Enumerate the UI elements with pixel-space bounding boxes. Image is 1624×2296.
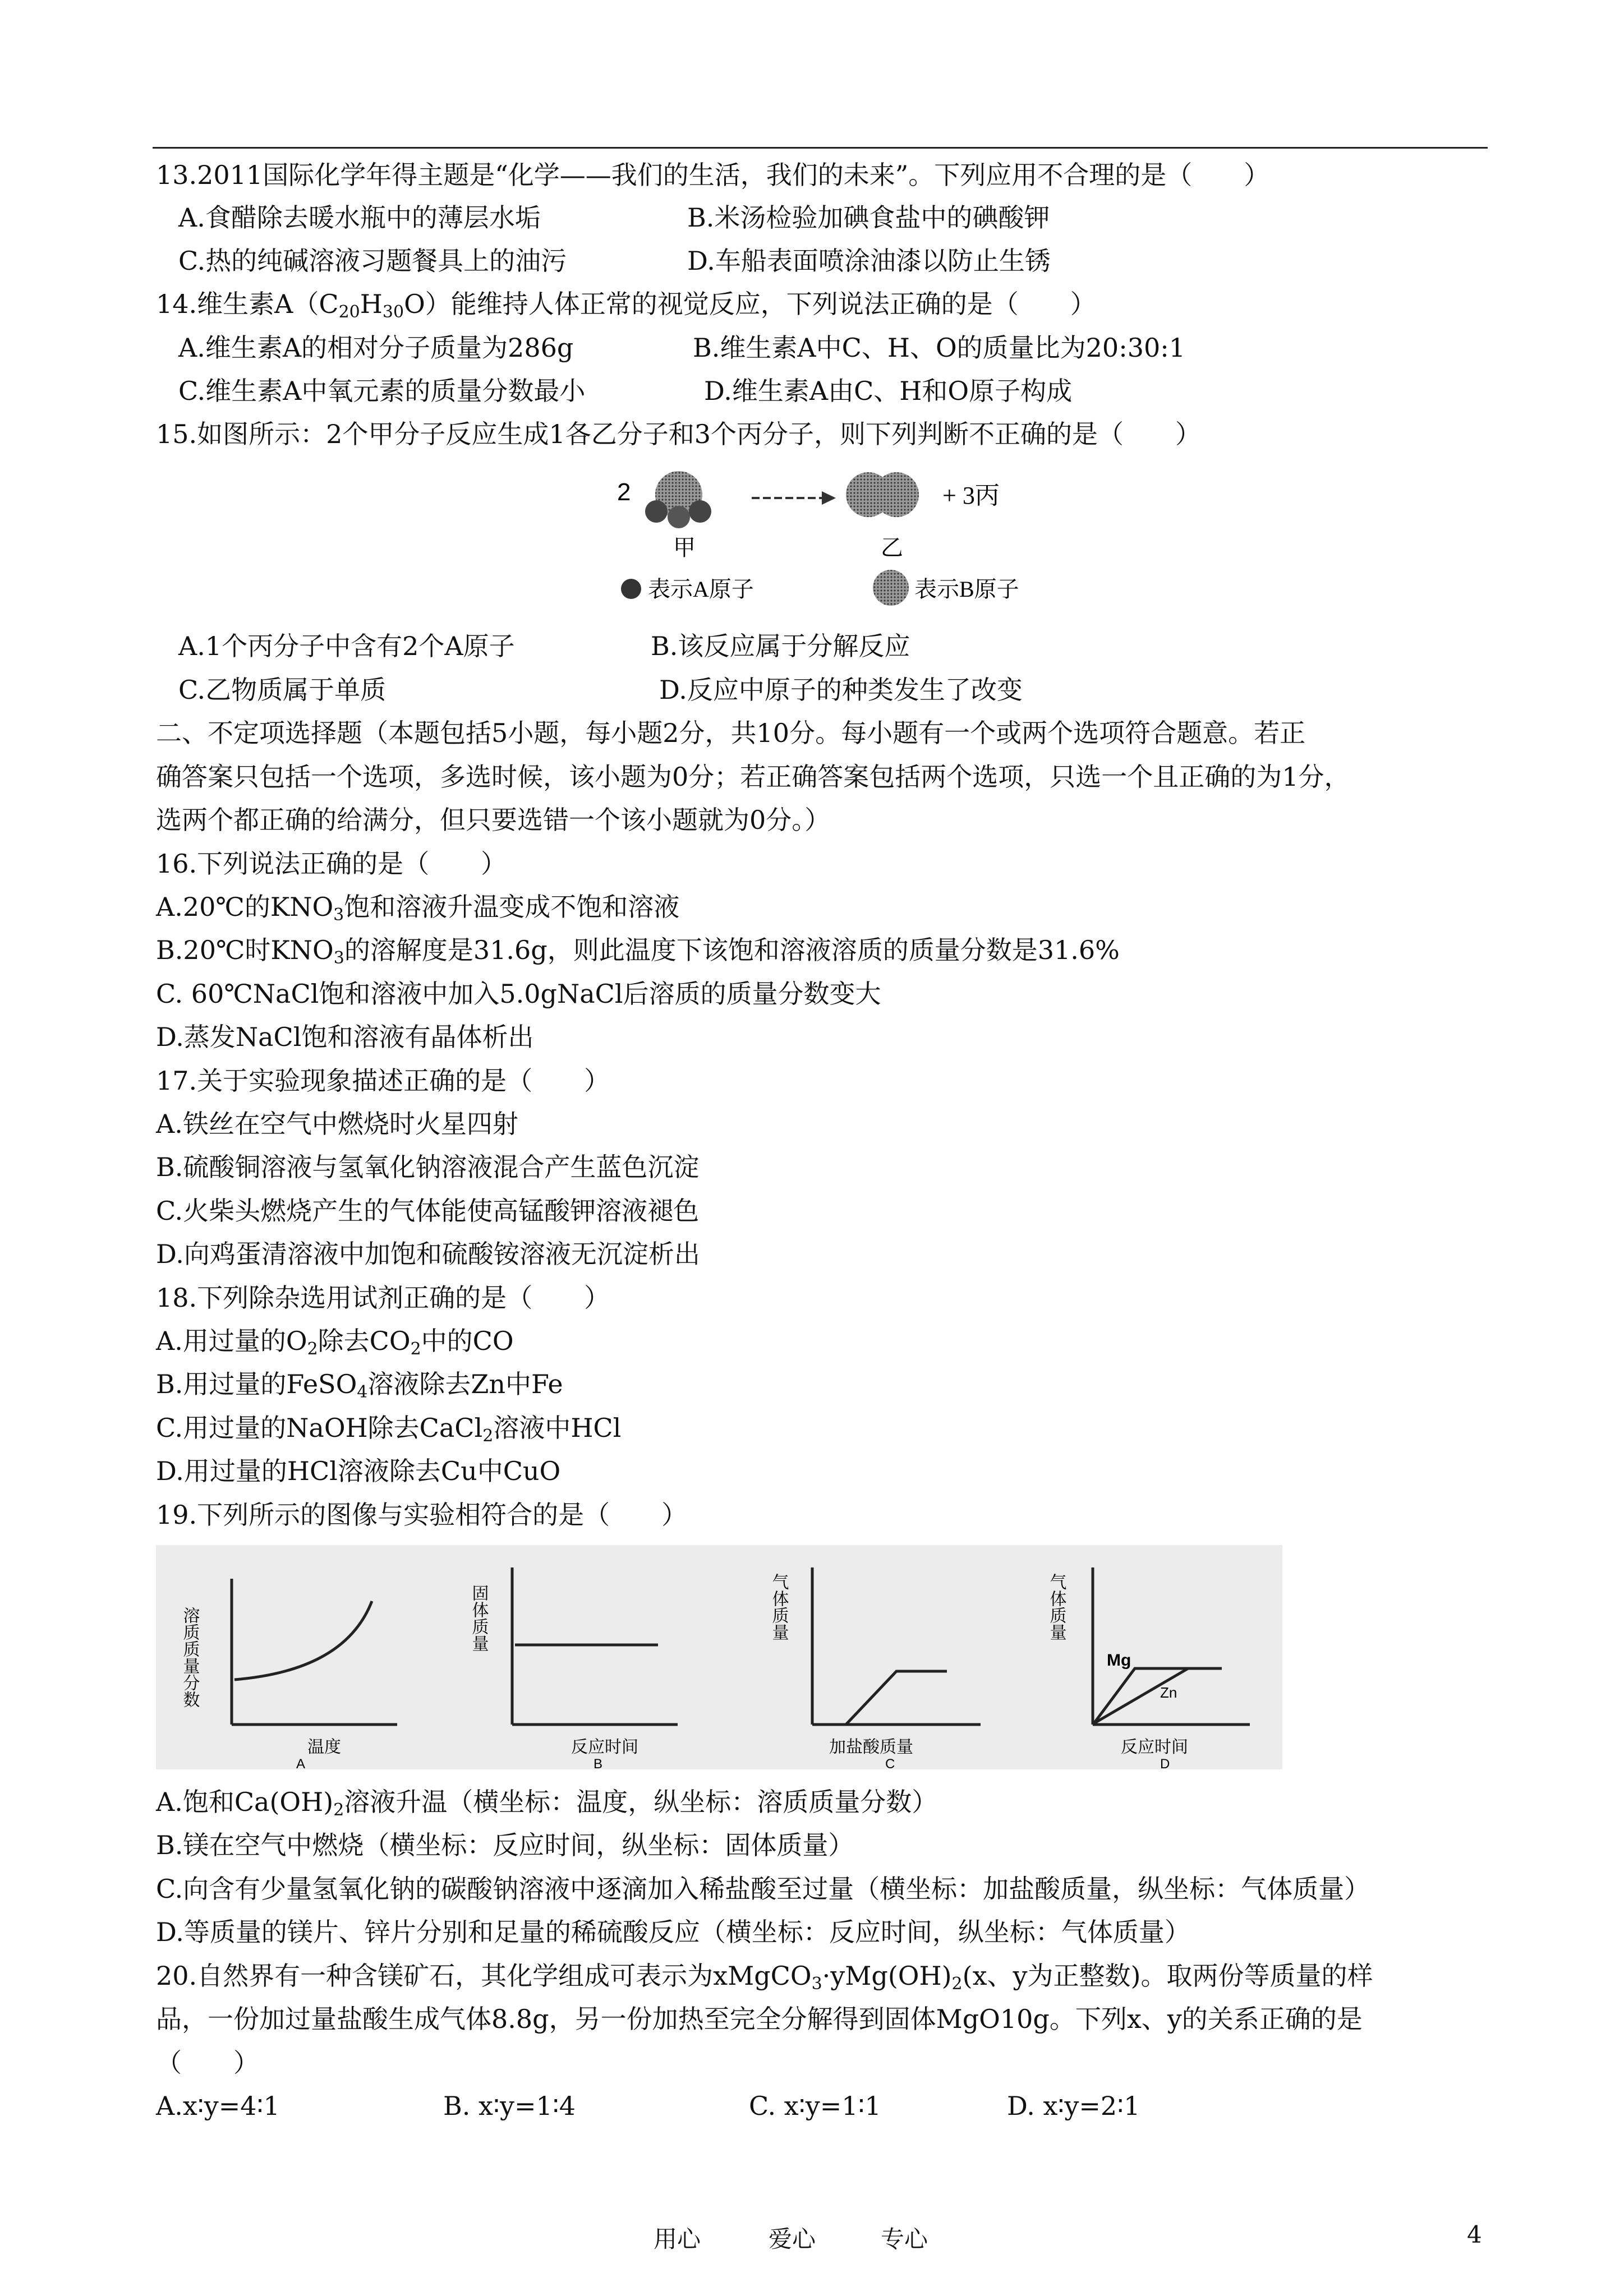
q14-option-a: A.维生素A的相对分子质量为286g: [178, 333, 574, 363]
q15-option-a: A.1个丙分子中含有2个A原子: [178, 631, 515, 661]
q17-option-a: A.铁丝在空气中燃烧时火星四射: [156, 1109, 518, 1139]
q15-coef: 2: [617, 478, 631, 506]
graph-b-xlabel: 反应时间: [571, 1738, 638, 1756]
q13-option-b: B.米汤检验加碘食盐中的碘酸钾: [687, 202, 1050, 233]
q19-graphs: [156, 1545, 1282, 1769]
yi-atom-b2: [874, 472, 919, 517]
legend-b-icon: [873, 570, 909, 606]
graph-d-xlabel: 反应时间: [1121, 1738, 1188, 1756]
page-number: 4: [1467, 2221, 1482, 2248]
q15-option-d: D.反应中原子的种类发生了改变: [659, 675, 1023, 705]
q15-legend-a: 表示A原子: [648, 577, 754, 602]
footer-zhuanxin: 专心: [881, 2225, 928, 2253]
q18-option-c: C.用过量的NaOH除去CaCl$_2$溶液中HCl: [156, 1413, 622, 1446]
q15-plus-bing: + 3丙: [942, 482, 1000, 509]
q18-option-a: A.用过量的$O_2$除去$CO_2$中的CO: [156, 1326, 514, 1359]
q20-option-b: B. x∶y=1∶4: [443, 2091, 576, 2121]
graph-b-ylabel: 固体质量: [469, 1584, 488, 1652]
graph-c-axes: [812, 1567, 981, 1725]
q15-option-c: C.乙物质属于单质: [178, 675, 387, 705]
graph-c-ylabel: 气体质量: [769, 1573, 788, 1640]
q16-option-c: C. 60℃NaCl饱和溶液中加入5.0gNaCl后溶质的质量分数变大: [156, 979, 881, 1009]
graph-c-tag: C: [885, 1756, 895, 1769]
graph-b-axes: [512, 1567, 678, 1725]
section2-line3: 选两个都正确的给满分，但只要选错一个该小题就为0分。）: [156, 805, 831, 835]
footer-aixin: 爱心: [769, 2225, 816, 2253]
jia-atom-a2: [668, 506, 690, 528]
q16-option-b: B.20℃时$KNO_3$的溶解度是31.6g，则此温度下该饱和溶液溶质的质量分数是31.6%: [156, 935, 1120, 968]
section2-line2: 确答案只包括一个选项，多选时候，该小题为0分；若正确答案包括两个选项，只选一个且正确的为1分，: [156, 762, 1350, 792]
graph-d-mg-label: Mg: [1107, 1651, 1131, 1670]
graph-d-mg-line: [1094, 1668, 1222, 1723]
q15-reaction-figure: [600, 471, 1060, 612]
jia-atom-a1: [645, 500, 668, 523]
q17-stem: 17.关于实验现象描述正确的是（ ）: [156, 1066, 610, 1096]
graph-c-line: [846, 1671, 947, 1725]
legend-a-icon: [621, 579, 641, 599]
jia-atom-a3: [689, 500, 711, 523]
q13-option-d: D.车船表面喷涂油漆以防止生锈: [687, 246, 1051, 276]
q20-option-d: D. x∶y=2∶1: [1007, 2091, 1140, 2121]
arrow-head: [822, 491, 836, 505]
q16-stem: 16.下列说法正确的是（ ）: [156, 849, 507, 879]
q19-option-c: C.向含有少量氢氧化钠的碳酸钠溶液中逐滴加入稀盐酸至过量（横坐标：加盐酸质量，纵坐标：气体质量）: [156, 1874, 1370, 1904]
q19-stem: 19.下列所示的图像与实验相符合的是（ ）: [156, 1500, 688, 1530]
graph-a-axes: [232, 1579, 397, 1725]
q15-legend-b: 表示B原子: [914, 577, 1019, 602]
reaction-diagram: [600, 471, 1060, 612]
q16-option-a: A.20℃的$KNO_3$饱和溶液升温变成不饱和溶液: [156, 892, 680, 925]
q17-option-d: D.向鸡蛋清溶液中加饱和硫酸铵溶液无沉淀析出: [156, 1239, 700, 1269]
graph-d-tag: D: [1160, 1756, 1170, 1769]
q18-stem: 18.下列除杂选用试剂正确的是（ ）: [156, 1283, 610, 1313]
q20-option-a: A.x∶y=4∶1: [156, 2091, 280, 2121]
q16-option-d: D.蒸发NaCl饱和溶液有晶体析出: [156, 1022, 534, 1052]
q19-graphs-figure: [156, 1545, 1282, 1769]
graph-c-xlabel: 加盐酸质量: [829, 1738, 913, 1756]
q15-label-jia: 甲: [673, 535, 696, 560]
q14-option-d: D.维生素A由C、H和O原子构成: [704, 376, 1073, 406]
q20-line3: （ ）: [156, 2048, 259, 2078]
q13-stem: 13.2011国际化学年得主题是“化学——我们的生活，我们的未来”。下列应用不合理的是（ ）: [156, 160, 1270, 190]
q19-option-d: D.等质量的镁片、锌片分别和足量的稀硫酸反应（横坐标：反应时间，纵坐标：气体质量）: [156, 1917, 1190, 1947]
graph-a-xlabel: 温度: [307, 1738, 341, 1756]
graph-d-axes: [1093, 1567, 1250, 1725]
graph-d-zn-label: Zn: [1160, 1684, 1177, 1701]
q15-stem: 15.如图所示：2个甲分子反应生成1各乙分子和3个丙分子，则下列判断不正确的是（ ）: [156, 419, 1201, 449]
q19-option-b: B.镁在空气中燃烧（横坐标：反应时间，纵坐标：固体质量）: [156, 1830, 854, 1860]
q20-option-c: C. x∶y=1∶1: [749, 2091, 881, 2121]
q17-option-b: B.硫酸铜溶液与氢氧化钠溶液混合产生蓝色沉淀: [156, 1152, 700, 1182]
q20-line2: 品，一份加过量盐酸生成气体8.8g，另一份加热至完全分解得到固体MgO10g。下列x、y的关系正确的是: [156, 2004, 1363, 2034]
graph-a-ylabel: 溶质质量分数: [180, 1607, 199, 1708]
q14-stem: 14.维生素$A(C_{20}H_{30}O)$能维持人体正常的视觉反应，下列说法正确的是（ ）: [156, 289, 1096, 322]
graph-b-tag: B: [594, 1756, 603, 1769]
q15-label-yi: 乙: [881, 535, 903, 560]
q14-option-c: C.维生素A中氧元素的质量分数最小: [178, 376, 586, 406]
section2-line1: 二、不定项选择题（本题包括5小题，每小题2分，共10分。每小题有一个或两个选项符合题意。若正: [156, 718, 1306, 748]
q20-line1: 20.自然界有一种含镁矿石，其化学组成可表示为$xMgCO_3\cdot yMg(OH)_2(x$、y为正整数)。取两份等质量的样: [156, 1961, 1373, 1994]
graph-d-ylabel: 气体质量: [1047, 1573, 1066, 1640]
q19-option-a: A.饱和$Ca(OH)_2$溶液升温（横坐标：温度，纵坐标：溶质质量分数）: [156, 1787, 938, 1820]
q14-option-b: B.维生素A中C、H、O的质量比为20:30:1: [693, 333, 1185, 363]
footer-yongxin: 用心: [654, 2225, 701, 2253]
graph-a-tag: A: [296, 1756, 306, 1769]
q18-option-d: D.用过量的HCl溶液除去Cu中CuO: [156, 1456, 561, 1486]
q17-option-c: C.火柴头燃烧产生的气体能使高锰酸钾溶液褪色: [156, 1196, 700, 1226]
q13-option-a: A.食醋除去暖水瓶中的薄层水垢: [178, 202, 541, 233]
q13-option-c: C.热的纯碱溶液习题餐具上的油污: [178, 246, 567, 276]
q18-option-b: B.用过量的FeSO$_4$溶液除去Zn中Fe: [156, 1369, 563, 1402]
graph-a-curve: [234, 1601, 372, 1680]
header-rule: [153, 147, 1488, 149]
q15-option-b: B.该反应属于分解反应: [651, 631, 910, 661]
